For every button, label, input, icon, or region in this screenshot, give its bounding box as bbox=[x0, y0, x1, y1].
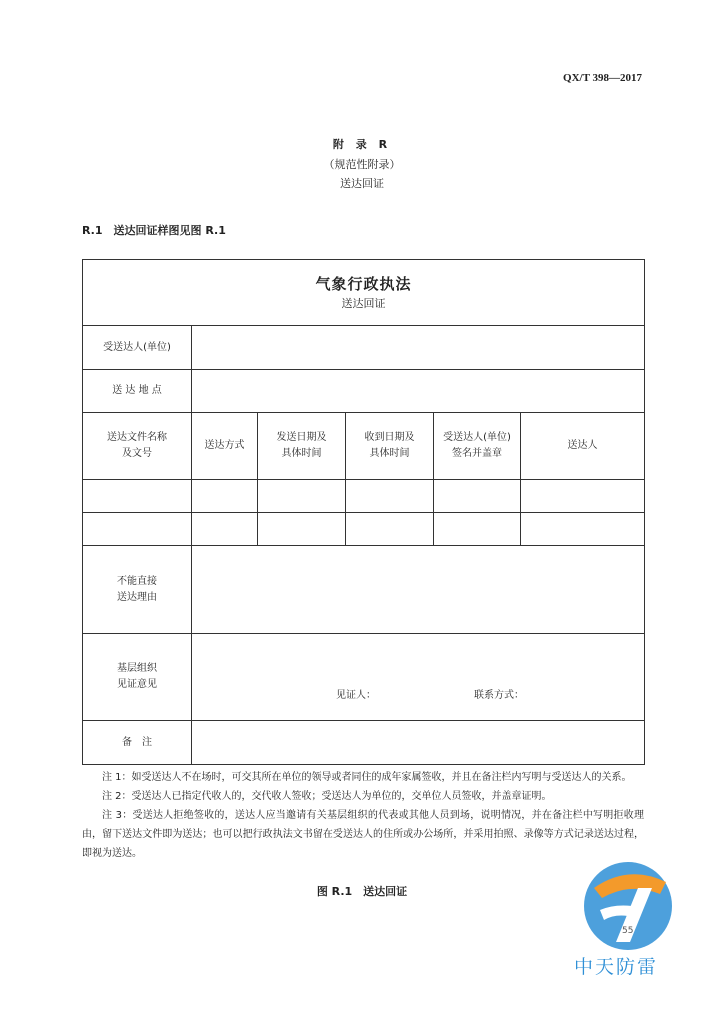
form-subtitle: 送达回证 bbox=[341, 296, 386, 310]
delivery-receipt-form bbox=[82, 259, 645, 765]
col-receive-line1: 收到日期及 bbox=[364, 432, 415, 443]
zhongtian-logo-icon bbox=[580, 858, 676, 954]
remarks-field[interactable] bbox=[192, 721, 645, 765]
address-field[interactable] bbox=[192, 370, 645, 413]
witness-label: 见证人： bbox=[336, 690, 376, 701]
page-number: 55 bbox=[622, 926, 634, 936]
col-receive-line2: 具体时间 bbox=[369, 448, 410, 459]
col-send-line2: 具体时间 bbox=[281, 448, 322, 459]
grassroots-line2: 见证意见 bbox=[117, 679, 157, 690]
appendix-type: （规范性附录） bbox=[323, 158, 401, 171]
col-document-line1: 送达文件名称 bbox=[107, 432, 167, 443]
grassroots-field[interactable] bbox=[192, 634, 645, 721]
table-row bbox=[83, 480, 645, 513]
cell-send-date[interactable] bbox=[258, 513, 346, 546]
cell-send-date[interactable] bbox=[258, 480, 346, 513]
col-send-line1: 发送日期及 bbox=[276, 432, 327, 443]
cell-deliverer[interactable] bbox=[521, 480, 645, 513]
cell-method[interactable] bbox=[192, 480, 258, 513]
cell-receive-date[interactable] bbox=[346, 480, 434, 513]
col-signature-line1: 受送达人(单位) bbox=[443, 432, 511, 443]
col-deliverer-header: 送达人 bbox=[521, 413, 645, 480]
reason-line1: 不能直接 bbox=[117, 575, 157, 587]
grassroots-line1: 基层组织 bbox=[117, 663, 157, 674]
remarks-label: 备 注 bbox=[83, 721, 192, 765]
reason-label bbox=[83, 546, 192, 634]
note-1: 注 1：如受送达人不在场时，可交其所在单位的领导或者同住的成年家属签收，并且在备注栏内写明与受送达人的关系。 bbox=[102, 772, 632, 783]
col-document-line2: 及文号 bbox=[122, 448, 152, 459]
recipient-field[interactable] bbox=[192, 326, 645, 370]
recipient-label: 受送达人(单位) bbox=[83, 326, 192, 370]
cell-receive-date[interactable] bbox=[346, 513, 434, 546]
reason-line2: 送达理由 bbox=[117, 591, 157, 603]
appendix-name: 送达回证 bbox=[340, 177, 384, 190]
form-title: 气象行政执法 bbox=[315, 274, 412, 293]
cell-method[interactable] bbox=[192, 513, 258, 546]
cell-document[interactable] bbox=[83, 480, 192, 513]
col-document-header bbox=[83, 413, 192, 480]
col-signature-header bbox=[434, 413, 521, 480]
col-send-date-header bbox=[258, 413, 346, 480]
col-signature-line2: 签名并盖章 bbox=[452, 448, 502, 459]
col-method-header: 送达方式 bbox=[192, 413, 258, 480]
grassroots-label bbox=[83, 634, 192, 721]
form-header bbox=[83, 260, 645, 326]
standard-number: QX/T 398—2017 bbox=[563, 72, 642, 84]
address-label: 送 达 地 点 bbox=[83, 370, 192, 413]
appendix-title: 附 录 R bbox=[332, 138, 392, 151]
cell-deliverer[interactable] bbox=[521, 513, 645, 546]
section-heading: R.1 送达回证样图见图 R.1 bbox=[82, 224, 226, 237]
notes bbox=[82, 768, 644, 863]
cell-signature[interactable] bbox=[434, 480, 521, 513]
cell-document[interactable] bbox=[83, 513, 192, 546]
cell-signature[interactable] bbox=[434, 513, 521, 546]
reason-field[interactable] bbox=[192, 546, 645, 634]
contact-label: 联系方式： bbox=[474, 690, 524, 701]
note-3: 注 3：受送达人拒绝签收的，送达人应当邀请有关基层组织的代表或其他人员到场，说明情况，并在备注栏中写明拒收理由，留下送达文件即为送达；也可以把行政执法文书留在受送达人的住所或办公场所，并采用拍照、录像等方式记录送达过程，即视为送达。 bbox=[82, 810, 644, 859]
note-2: 注 2：受送达人已指定代收人的，交代收人签收；受送达人为单位的，交单位人员签收，并盖章证明。 bbox=[102, 791, 552, 802]
watermark-text: 中天防雷 bbox=[574, 956, 659, 978]
table-row bbox=[83, 513, 645, 546]
col-receive-date-header bbox=[346, 413, 434, 480]
figure-caption: 图 R.1 送达回证 bbox=[316, 885, 408, 898]
